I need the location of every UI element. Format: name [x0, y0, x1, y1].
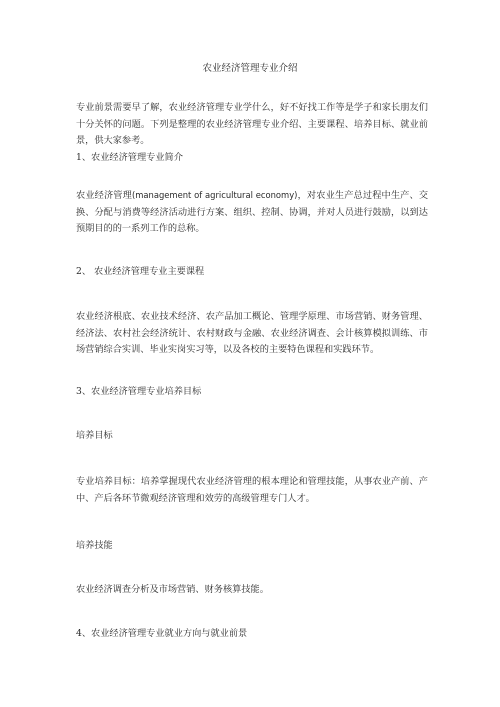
- section-1-body: [76, 187, 428, 238]
- document-title: 农业经济管理专业介绍: [202, 63, 298, 74]
- section-2-heading: 2、 农业经济管理专业主要课程: [76, 266, 205, 277]
- goal-sub-heading: 培养目标: [76, 430, 113, 441]
- section-1-heading: 1、农业经济管理专业简介: [76, 152, 183, 163]
- goal-body: 专业培养目标：培养掌握现代农业经济管理的根本理论和管理技能，从事农业产前、产中、产后各环节微观经济管理和效劳的高级管理专门人才。: [76, 476, 428, 504]
- skill-sub-heading: 培养技能: [76, 540, 113, 551]
- skill-body: 农业经济调查分析及市场营销、财务核算技能。: [76, 584, 269, 595]
- section-2-body: 农业经济根底、农业技术经济、农产品加工概论、管理学原理、市场营销、财务管理、经济法、农村社会经济统计、农村财政与金融、农业经济调查、会计核算模拟训练、市场营销综合实训、毕业实岗实习等，以及各校的主要特色课程和实践环节。: [76, 311, 428, 355]
- section-1-body-suffix: ，对农业生产总过程中生产、交换、分配与消费等经济活动进行方案、组织、控制、协调，并对人员进行鼓励，以到达预期目的的一系列工作的总称。: [76, 190, 429, 234]
- section-1-body-latin: (management of agricultural economy): [131, 190, 298, 200]
- section-3-heading: 3、农业经济管理专业培养目标: [76, 386, 202, 397]
- intro-paragraph: 专业前景需要早了解，农业经济管理专业学什么，好不好找工作等是学子和家长朋友们十分关怀的问题。下列是整理的农业经济管理专业介绍、主要课程、培养目标、就业前景，供大家参考。: [76, 102, 428, 146]
- section-4-heading: 4、农业经济管理专业就业方向与就业前景: [76, 628, 248, 639]
- section-1-body-prefix: 农业经济管理: [76, 190, 132, 201]
